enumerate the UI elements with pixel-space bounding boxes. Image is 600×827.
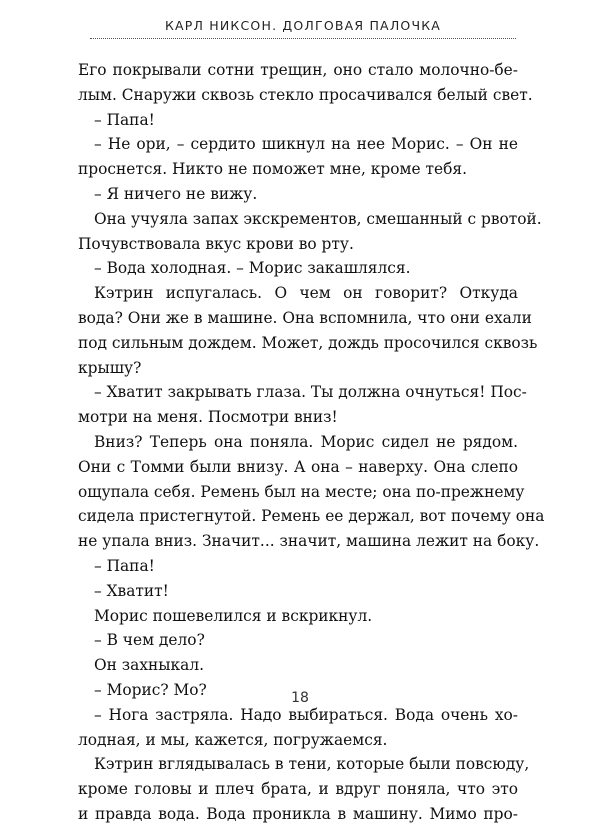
text-line: – Вода холодная. – Морис закашлялся. (94, 259, 411, 278)
text-line: проснется. Никто не поможет мне, кроме тебя. (78, 160, 467, 179)
body-text (78, 58, 545, 827)
text-line: Кэтрин вглядывалась в тени, которые были повсюду, (94, 755, 530, 774)
running-header: КАРЛ НИКСОН. ДОЛГОВАЯ ПАЛОЧКА (164, 18, 442, 33)
text-line: под сильным дождем. Может, дождь просочился сквозь (78, 333, 538, 352)
text-line: ощупала себя. Ремень был на месте; она по-прежнему (78, 482, 525, 501)
text-line: лодная, и мы, кажется, погружаемся. (78, 730, 388, 749)
text-line: – Папа! (94, 556, 155, 575)
page-number: 18 (291, 690, 309, 706)
header-divider (90, 38, 516, 39)
text-line: – Хватит! (94, 581, 169, 600)
text-line: Морис пошевелился и вскрикнул. (94, 606, 373, 625)
text-line: крышу? (78, 358, 142, 377)
text-line: кроме головы и плеч брата, и вдруг поняла, что это (78, 780, 518, 799)
text-line: – Морис? Мо? (94, 680, 207, 699)
text-line: и правда вода. Вода проникла в машину. Мимо про- (78, 804, 518, 823)
text-line: Почувствовала вкус крови во рту. (78, 234, 354, 253)
text-line: Они с Томми были внизу. А она – наверху. Она слепо (78, 457, 518, 476)
text-line: – В чем дело? (94, 631, 205, 650)
text-line: вода? Они же в машине. Она вспомнила, что они ехали (78, 308, 532, 327)
text-line: – Папа! (94, 110, 155, 129)
text-line: не упала вниз. Значит... значит, машина лежит на боку. (78, 532, 540, 551)
text-line: Вниз? Теперь она поняла. Морис сидел не рядом. (94, 432, 518, 451)
text-line: Он захныкал. (94, 656, 204, 675)
text-line: мотри на меня. Посмотри вниз! (78, 408, 338, 427)
text-line: сидела пристегнутой. Ремень ее держал, вот почему она (78, 507, 545, 526)
text-line: – Нога застряла. Надо выбираться. Вода очень хо- (94, 705, 518, 724)
text-line: – Я ничего не вижу. (94, 184, 258, 203)
text-line: Его покрывали сотни трещин, оно стало молочно-бе- (78, 61, 518, 79)
text-line: Кэтрин испугалась. О чем он говорит? Откуда (94, 284, 518, 303)
text-line: – Хватит закрывать глаза. Ты должна очнуться! Пос- (94, 383, 527, 402)
text-line: – Не ори, – сердито шикнул на нее Морис. – Он не (94, 135, 518, 154)
text-line: Она учуяла запах экскрементов, смешанный с рвотой. (94, 209, 542, 228)
text-line: лым. Снаружи сквозь стекло просачивался белый свет. (78, 85, 533, 104)
